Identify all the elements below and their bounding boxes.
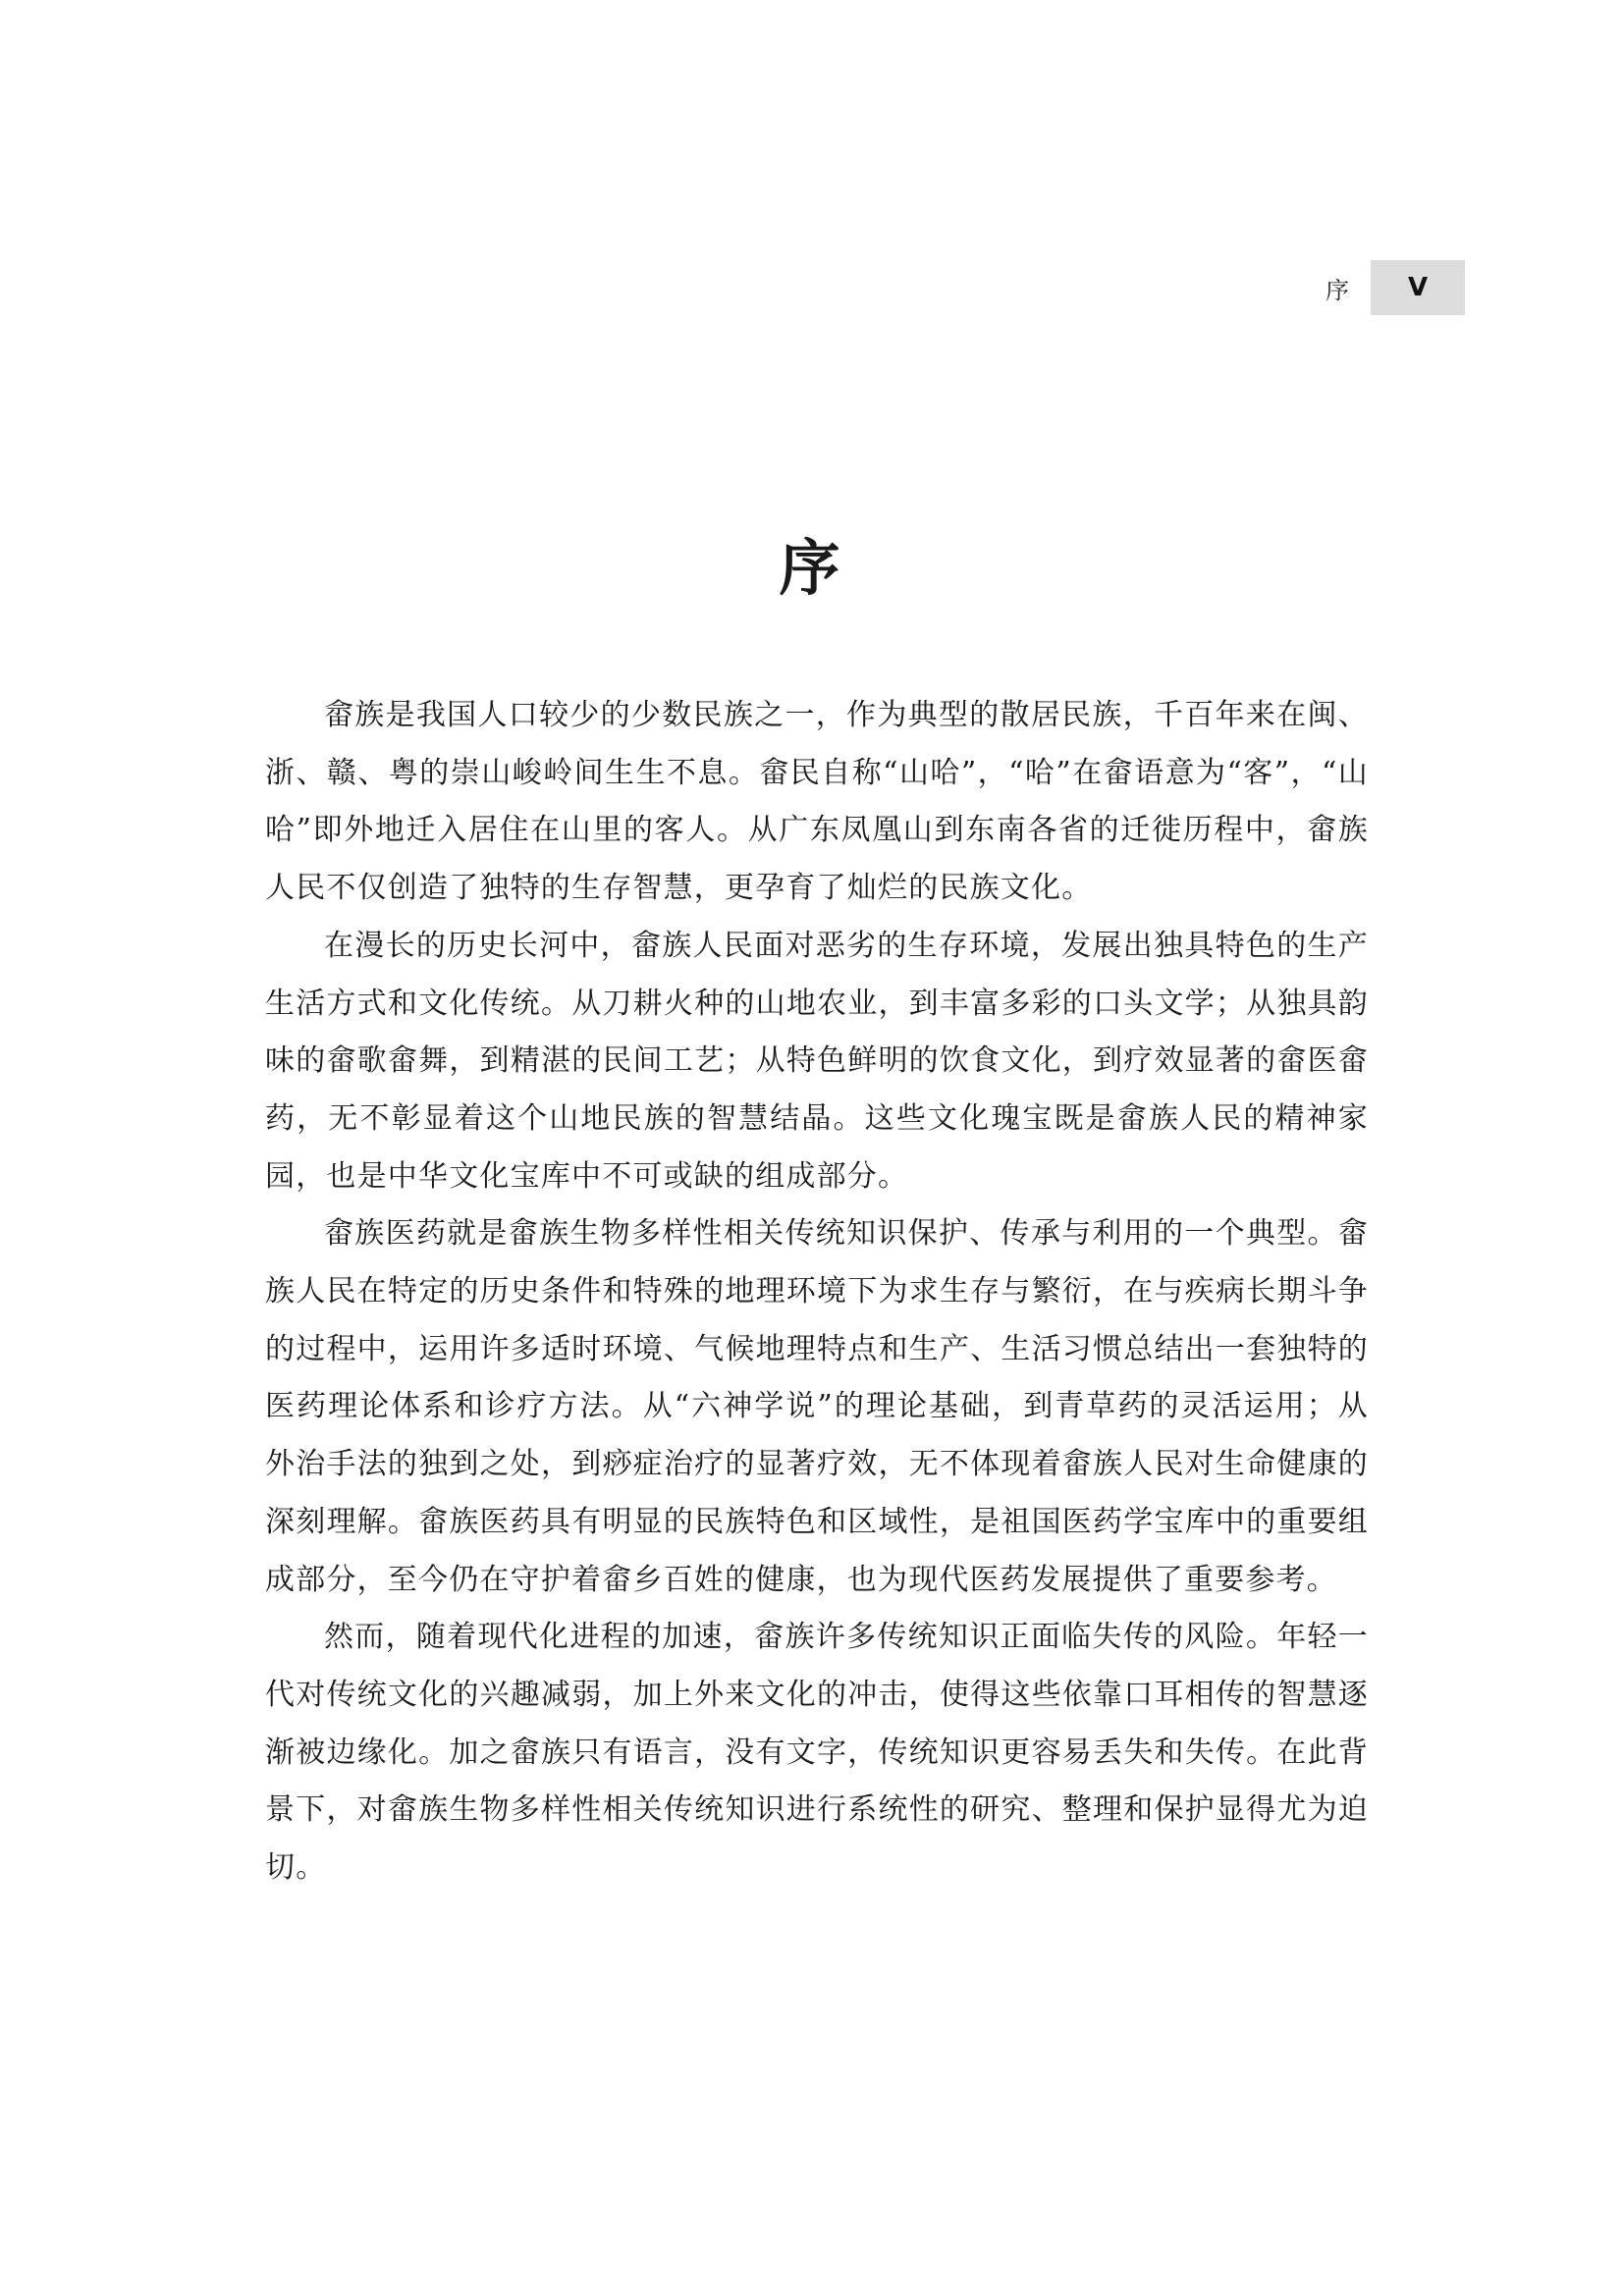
paragraph-1: 畲族是我国人口较少的少数民族之一，作为典型的散居民族，千百年来在闽、浙、赣、粤的崇山峻岭间生生不息。畲民自称“山哈”，“哈”在畲语意为“客”，“山哈”即外地迁入居住在山里的客人。从广东凤凰山到东南各省的迁徙历程中，畲族人民不仅创造了独特的生存智慧，更孕育了灿烂的民族文化。 — [265, 698, 1369, 906]
body-text — [265, 687, 1369, 1897]
paragraph-3: 畲族医药就是畲族生物多样性相关传统知识保护、传承与利用的一个典型。畲族人民在特定的历史条件和特殊的地理环境下为求生存与繁衍，在与疾病长期斗争的过程中，运用许多适时环境、气候地理特点和生产、生活习惯总结出一套独特的医药理论体系和诊疗方法。从“六神学说”的理论基础，到青草药的灵活运用；从外治手法的独到之处，到痧症治疗的显著疗效，无不体现着畲族人民对生命健康的深刻理解。畲族医药具有明显的民族特色和区域性，是祖国医药学宝库中的重要组成部分，至今仍在守护着畲乡百姓的健康，也为现代医药发展提供了重要参考。 — [265, 1216, 1369, 1597]
running-header — [1325, 260, 1465, 315]
paragraph-2: 在漫长的历史长河中，畲族人民面对恶劣的生存环境，发展出独具特色的生产生活方式和文化传统。从刀耕火种的山地农业，到丰富多彩的口头文学；从独具韵味的畲歌畲舞，到精湛的民间工艺；从特色鲜明的饮食文化，到疗效显著的畲医畲药，无不彰显着这个山地民族的智慧结晶。这些文化瑰宝既是畲族人民的精神家园，也是中华文化宝库中不可或缺的组成部分。 — [265, 928, 1369, 1194]
page-title: 序 — [779, 531, 844, 604]
paragraph-4: 然而，随着现代化进程的加速，畲族许多传统知识正面临失传的风险。年轻一代对传统文化的兴趣减弱，加上外来文化的冲击，使得这些依靠口耳相传的智慧逐渐被边缘化。加之畲族只有语言，没有文字，传统知识更容易丢失和失传。在此背景下，对畲族生物多样性相关传统知识进行系统性的研究、整理和保护显得尤为迫切。 — [265, 1620, 1369, 1886]
page-number-badge: V — [1371, 260, 1465, 315]
running-header-section-label: 序 — [1325, 276, 1349, 304]
